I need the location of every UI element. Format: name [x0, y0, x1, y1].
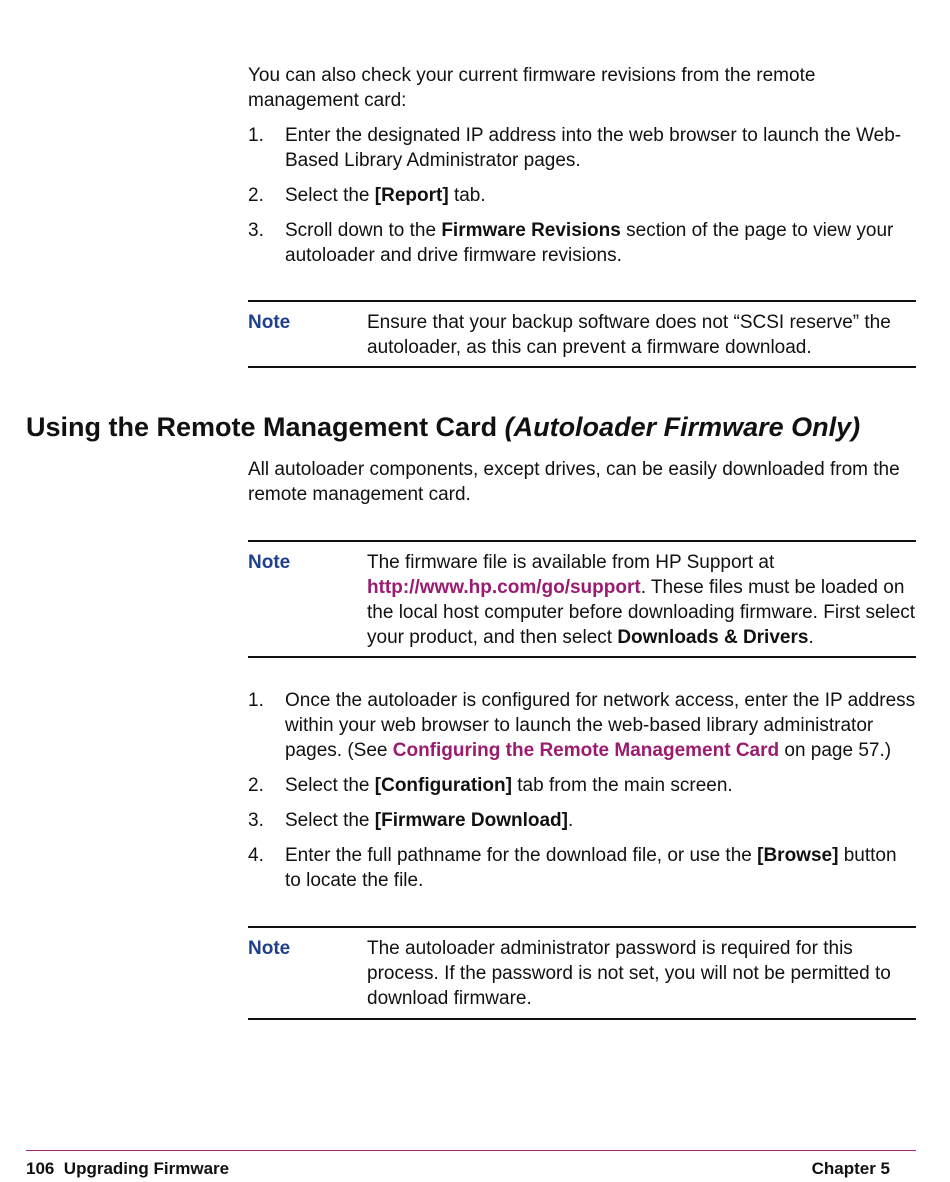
footer-divider	[26, 1150, 916, 1151]
step-text-post: tab.	[448, 185, 486, 206]
step-text-bold: [Report]	[374, 185, 449, 206]
intro-paragraph: You can also check your current firmware revisions from the remote management card:	[248, 65, 816, 111]
note-text: The autoloader administrator password is required for this process. If the password is not set, you will not be permitted to download firmware.	[367, 938, 891, 1009]
step-text-post: on page 57.)	[779, 740, 892, 761]
list-item	[248, 123, 916, 173]
step-text-post: button to locate the file.	[285, 845, 897, 891]
cross-reference-link[interactable]: Configuring the Remote Management Card	[392, 740, 780, 761]
list-item	[248, 808, 916, 833]
step-text-pre: Select the	[285, 775, 375, 796]
note-box	[248, 540, 916, 658]
list-item	[248, 183, 916, 208]
section-intro	[248, 457, 916, 507]
note-label: Note	[248, 938, 291, 959]
step-text-pre: Select the	[285, 185, 375, 206]
list-item	[248, 218, 916, 268]
step-text-post: section of the page to view your autoloader and drive firmware revisions.	[285, 220, 894, 266]
note-text	[367, 550, 916, 650]
section-paragraph: All autoloader components, except drives, can be easily downloaded from the remote management card.	[248, 459, 900, 505]
note-text-bold: Downloads & Drivers	[617, 627, 809, 648]
note-box	[248, 300, 916, 368]
step-text-post: .	[567, 810, 574, 831]
step-number: 3.	[248, 810, 264, 831]
step-number: 3.	[248, 220, 264, 241]
step-text-bold: [Firmware Download]	[374, 810, 568, 831]
list-item	[248, 773, 916, 798]
step-text-pre: Enter the full pathname for the download file, or use the	[285, 845, 758, 866]
step-text-bold: [Browse]	[757, 845, 839, 866]
step-text-pre: Select the	[285, 810, 375, 831]
step-number: 2.	[248, 185, 264, 206]
step-text-pre: Once the autoloader is configured for network access, enter the IP address within your web browser to launch the web-based library administrator pages. (See	[285, 690, 916, 761]
list-item	[248, 843, 916, 893]
support-link[interactable]: http://www.hp.com/go/support	[367, 577, 641, 598]
note-text-post: .	[808, 627, 814, 648]
footer-page-label: 106 Upgrading Firmware	[26, 1159, 230, 1178]
step-number: 1.	[248, 690, 264, 711]
step-text-post: tab from the main screen.	[511, 775, 733, 796]
step-text-bold: [Configuration]	[374, 775, 512, 796]
step-number: 2.	[248, 775, 264, 796]
note-text: Ensure that your backup software does not “SCSI reserve” the autoloader, as this can prevent a firmware download.	[367, 312, 891, 358]
step-number: 1.	[248, 125, 264, 146]
note-text-pre: The firmware file is available from HP Support at	[367, 552, 775, 573]
step-text: Enter the designated IP address into the web browser to launch the Web-Based Library Administrator pages.	[285, 125, 902, 171]
heading-italic: (Autoloader Firmware Only)	[504, 412, 861, 442]
section-heading	[26, 410, 860, 444]
note-label: Note	[248, 312, 291, 333]
list-item	[248, 688, 916, 763]
note-text-mid: . These files must be loaded on the local host computer before downloading firmware. First select your product, and then select	[367, 577, 916, 648]
step-text-pre: Scroll down to the	[285, 220, 442, 241]
note-label: Note	[248, 552, 291, 573]
footer-chapter: Chapter 5	[811, 1159, 890, 1178]
step-number: 4.	[248, 845, 264, 866]
note-box	[248, 926, 916, 1020]
procedure-list	[248, 688, 916, 893]
heading-main: Using the Remote Management Card	[26, 412, 498, 442]
step-text-bold: Firmware Revisions	[441, 220, 621, 241]
intro-block	[248, 63, 916, 268]
